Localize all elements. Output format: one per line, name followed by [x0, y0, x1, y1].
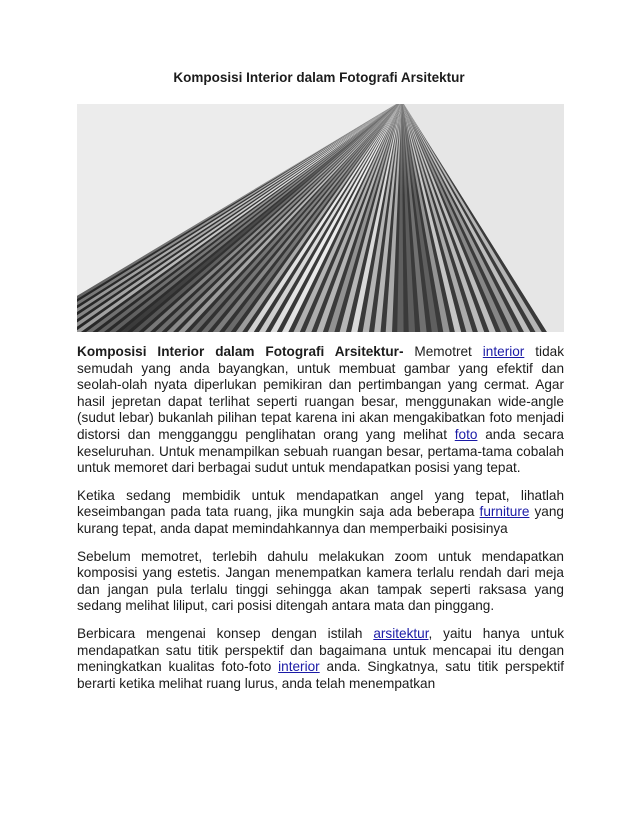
- link-foto[interactable]: foto: [454, 426, 478, 442]
- paragraph-1: [77, 344, 564, 477]
- paragraph-text: anda secara keseluruhan. Untuk menampilkan sebuah ruangan besar, pertama-tama cobalah untuk memoret dari berbagai sudut untuk mendapatkan posisi yang tepat.: [77, 426, 564, 476]
- link-furniture[interactable]: furniture: [479, 504, 530, 520]
- paragraph-text: yang kurang tepat, anda dapat memindahkannya dan memperbaiki posisinya: [77, 504, 564, 536]
- lead-heading: Komposisi Interior dalam Fotografi Arsitektur-: [77, 344, 404, 359]
- link-interior[interactable]: interior: [482, 344, 525, 359]
- paragraph-3: [77, 549, 564, 615]
- building-facade-photo: [77, 104, 564, 332]
- article-body: [77, 344, 564, 703]
- paragraph-text: Sebelum memotret, terlebih dahulu melakukan zoom untuk mendapatkan komposisi yang estetis. Jangan menempatkan kamera terlalu rendah dari meja dan jangan pula terlalu tinggi sehingga akan tampak seperti raksasa yang sedang melihat liliput, cari posisi ditengah antara mata dan pinggang.: [77, 548, 564, 614]
- paragraph-text: anda. Singkatnya, satu titik perspektif berarti ketika melihat ruang lurus, anda telah menempatkan: [77, 659, 564, 691]
- paragraph-text: Ketika sedang membidik untuk mendapatkan angel yang tepat, lihatlah keseimbangan pada tata ruang, jika mungkin saja ada beberapa: [77, 487, 564, 520]
- paragraph-text: , yaitu hanya untuk mendapatkan satu titik perspektif dan bagaimana untuk mencapai itu dengan meningkatkan kualitas foto-foto: [77, 625, 564, 675]
- paragraph-text: Memotret: [403, 344, 483, 359]
- link-interior-2[interactable]: interior: [278, 659, 320, 675]
- paragraph-4: [77, 626, 564, 692]
- paragraph-text: Berbicara mengenai konsep dengan istilah: [77, 625, 374, 641]
- paragraph-text: tidak semudah yang anda bayangkan, untuk membuat gambar yang efektif dan seolah-olah nyata diperlukan pemikiran dan pertimbangan yang cermat. Agar hasil jepretan dapat terlihat seperti ruangan besar, menggunakan wide-angle (sudut lebar) bukanlah pilihan tepat karena ini akan mengakibatkan foto menjadi distorsi dan mengganggu penglihatan orang yang melihat: [77, 344, 564, 442]
- building-facade-image: [77, 104, 564, 332]
- page-title: Komposisi Interior dalam Fotografi Arsitektur: [173, 70, 465, 85]
- paragraph-2: [77, 488, 564, 538]
- link-arsitektur[interactable]: arsitektur: [373, 625, 429, 641]
